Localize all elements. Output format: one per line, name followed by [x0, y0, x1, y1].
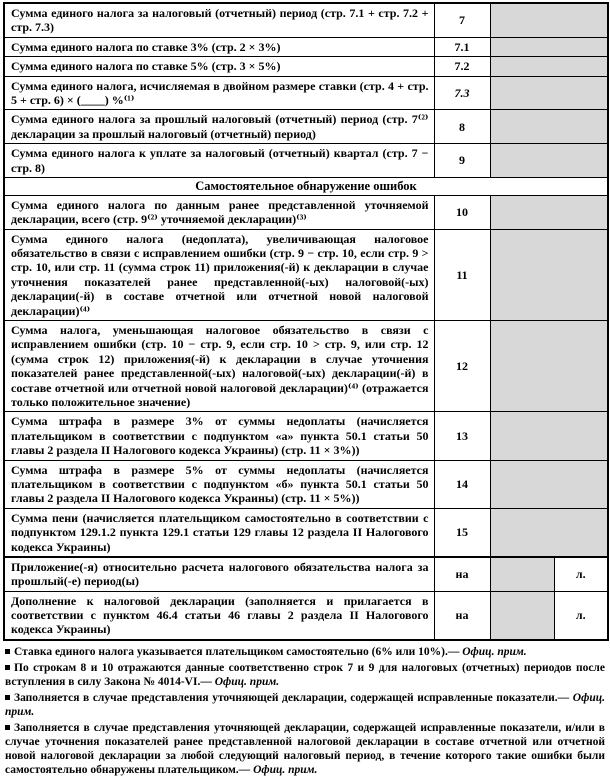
attachment-description: Дополнение к налоговой декларации (заполняется и прилагается в соответствии с пунктом 46.4 статьи 46 главы 2 раздела II Налогового кодекса Украины) — [4, 591, 434, 640]
footnote-text: По строкам 8 и 10 отражаются данные соответственно строк 7 и 9 для налоговых (отчетных) периодов после вступления в силу Закона № 4014-VI.— — [5, 661, 605, 688]
row-description: Сумма налога, уменьшающая налоговое обязательство в связи с исправлением ошибки (стр. 10 − стр. 9, если стр. 10 > стр. 9, или стр. 12 (сумма строк 12) приложения(-й) к декларации в случае уточнения показателей ранее представленной(-ых) налоговой(-ых) декларации(-й) в составе отчетной или отчетной новой налоговой декларации)⁽⁴⁾ (отражается только положительное значение) — [4, 321, 434, 412]
footnote — [5, 645, 605, 659]
table-row — [4, 144, 608, 178]
row-description: Сумма единого налога (недоплата), увеличивающая налоговое обязательство в связи с исправлением ошибки (стр. 9 − стр. 10, если стр. 9 > стр. 10, или стр. 11 (сумма строк 11) приложения(-й) к декларации в случае уточнения показателей ранее представленной(-ых) налоговой(-ых) декларации(-й) в составе отчетной или отчетной новой налоговой декларации)⁽⁴⁾ — [4, 229, 434, 320]
row-code: 10 — [434, 195, 490, 229]
row-code: 15 — [434, 508, 490, 557]
row-value-field — [490, 37, 608, 56]
tax-declaration-table — [3, 2, 609, 641]
attachment-row — [4, 591, 608, 640]
attachment-description: Приложение(-я) относительно расчета налогового обязательства налога за прошлый(-е) период(ы) — [4, 557, 434, 591]
row-value-field — [490, 195, 608, 229]
footnote-text: Заполняется в случае представления уточняющей декларации, содержащей исправленные показатели.— — [14, 691, 570, 704]
footnote — [5, 661, 605, 689]
footnotes-section — [3, 645, 607, 777]
footnote-text: Ставка единого налога указывается плательщиком самостоятельно (6% или 10%).— — [14, 645, 460, 658]
footnote-text: Заполняется в случае представления уточняющей декларации, содержащей исправленные показатели, и/или в случае уточнения показателей ранее представленной налоговой декларации в составе отчетной или отчетной новой налоговой декларации за любой следующий налоговый период, в течение которого такие ошибки были самостоятельно обнаружены плательщиком.— — [5, 721, 605, 776]
row-value-field — [490, 144, 608, 178]
row-description: Сумма единого налога по ставке 3% (стр. 2 × 3%) — [4, 37, 434, 56]
footnote-marker-icon — [5, 649, 10, 654]
row-value-field — [490, 76, 608, 110]
row-description: Сумма штрафа в размере 3% от суммы недоплаты (начисляется плательщиком в соответствии с подпунктом «а» пункта 50.1 статьи 50 главы 2 раздела II Налогового кодекса Украины) (стр. 11 × 3%)) — [4, 412, 434, 460]
row-code: 7.3 — [434, 76, 490, 110]
row-description: Сумма единого налога по ставке 5% (стр. 3 × 5%) — [4, 57, 434, 76]
row-code: 7.1 — [434, 37, 490, 56]
row-description: Сумма единого налога по данным ранее представленной уточняемой декларации, всего (стр. 9⁽²⁾ уточняемой декларации)⁽³⁾ — [4, 195, 434, 229]
row-code: 7.2 — [434, 57, 490, 76]
table-row — [4, 3, 608, 37]
section-header: Самостоятельное обнаружение ошибок — [4, 177, 608, 195]
row-description: Сумма штрафа в размере 5% от суммы недоплаты (начисляется плательщиком в соответствии с подпунктом «б» пункта 50.1 статьи 50 главы 2 раздела II Налогового кодекса Украины) (стр. 11 × 5%)) — [4, 460, 434, 508]
footnote-source: Офиц. прим. — [253, 763, 318, 776]
attachment-pages-field — [490, 557, 554, 591]
table-row — [4, 412, 608, 460]
table-row — [4, 460, 608, 508]
table-row — [4, 57, 608, 76]
row-value-field — [490, 229, 608, 320]
row-description: Сумма единого налога за прошлый налоговый (отчетный) период (стр. 7⁽²⁾ декларации за прошлый налоговый (отчетный) период) — [4, 110, 434, 144]
table-row — [4, 76, 608, 110]
row-code: 12 — [434, 321, 490, 412]
footnote-source: Офиц. прим. — [462, 645, 527, 658]
table-row — [4, 110, 608, 144]
attachment-pages-field — [490, 591, 554, 640]
attachment-na-label: на — [434, 557, 490, 591]
row-code: 11 — [434, 229, 490, 320]
attachment-row — [4, 557, 608, 591]
row-value-field — [490, 460, 608, 508]
row-value-field — [490, 321, 608, 412]
row-code: 9 — [434, 144, 490, 178]
footnote-marker-icon — [5, 725, 10, 730]
row-code: 14 — [434, 460, 490, 508]
row-description: Сумма единого налога к уплате за налоговый (отчетный) квартал (стр. 7 − стр. 8) — [4, 144, 434, 178]
table-row — [4, 321, 608, 412]
footnote-source: Офиц. прим. — [214, 675, 280, 688]
footnote — [5, 721, 605, 777]
row-description: Сумма единого налога, исчисляемая в двойном размере ставки (стр. 4 + стр. 5 + стр. 6) × (____) %⁽¹⁾ — [4, 76, 434, 110]
table-row — [4, 508, 608, 557]
row-code: 8 — [434, 110, 490, 144]
footnote-marker-icon — [5, 695, 10, 700]
footnote-marker-icon — [5, 665, 10, 670]
row-value-field — [490, 3, 608, 37]
row-value-field — [490, 57, 608, 76]
row-value-field — [490, 412, 608, 460]
row-description: Сумма единого налога за налоговый (отчетный) период (стр. 7.1 + стр. 7.2 + стр. 7.3) — [4, 3, 434, 37]
row-code: 13 — [434, 412, 490, 460]
row-value-field — [490, 508, 608, 557]
row-code: 7 — [434, 3, 490, 37]
table-row — [4, 37, 608, 56]
footnote — [5, 691, 605, 719]
footnote-source: Офиц. прим. — [5, 691, 605, 718]
attachment-pages-label: л. — [554, 591, 608, 640]
table-row — [4, 229, 608, 320]
section-header-row — [4, 177, 608, 195]
row-value-field — [490, 110, 608, 144]
table-row — [4, 195, 608, 229]
row-description: Сумма пени (начисляется плательщиком самостоятельно в соответствии с подпунктом 129.1.2 пункта 129.1 статьи 129 главы 12 раздела II Налогового кодекса Украины) — [4, 508, 434, 557]
attachment-pages-label: л. — [554, 557, 608, 591]
attachment-na-label: на — [434, 591, 490, 640]
